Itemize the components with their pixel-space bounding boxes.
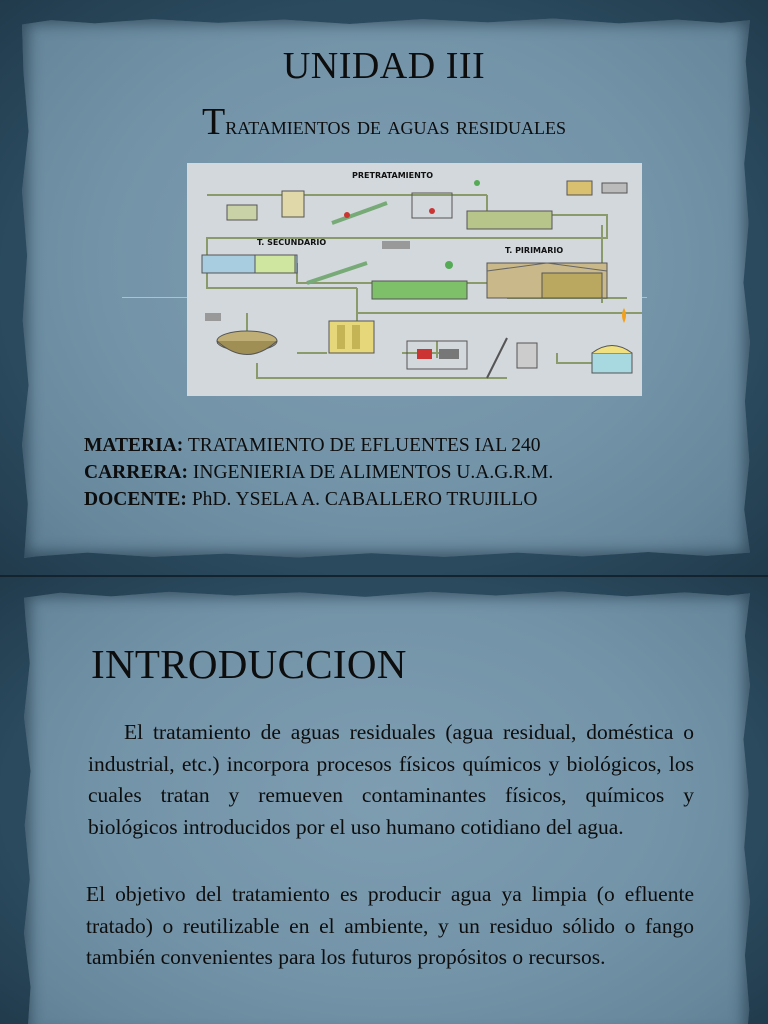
intro-paragraph-2: El objetivo del tratamiento es producir agua ya limpia (o efluente tratado) o reutilizable en el ambiente, y un residuo sólido o fango también convenientes para los futuros propósitos o recursos. bbox=[86, 882, 694, 969]
label-secundario: T. SECUNDARIO bbox=[257, 238, 327, 247]
label-primario: T. PIRIMARIO bbox=[505, 246, 564, 255]
label-pretratamiento: PRETRATAMIENTO bbox=[352, 171, 434, 180]
info-carrera: CARRERA: INGENIERIA DE ALIMENTOS U.A.G.R.M. bbox=[84, 462, 554, 483]
treatment-process-diagram bbox=[187, 163, 642, 396]
course-info bbox=[84, 432, 553, 513]
intro-title: INTRODUCCION bbox=[91, 641, 407, 687]
info-docente: DOCENTE: PhD. YSELA A. CABALLERO TRUJILLO bbox=[84, 489, 538, 510]
unit-title: UNIDAD III bbox=[282, 45, 486, 87]
subtitle: Tratamientos de aguas residuales bbox=[202, 101, 566, 143]
intro-paragraph-1: El tratamiento de aguas residuales (agua residual, doméstica o industrial, etc.) incorpora procesos físicos químicos y biológicos, los cuales tratan y remueven contaminantes físicos, químicos y biológicos introducidos por el uso humano cotidiano del agua. bbox=[88, 720, 694, 839]
info-materia: MATERIA: TRATAMIENTO DE EFLUENTES IAL 240 bbox=[84, 435, 541, 456]
decorative-line bbox=[122, 297, 188, 298]
